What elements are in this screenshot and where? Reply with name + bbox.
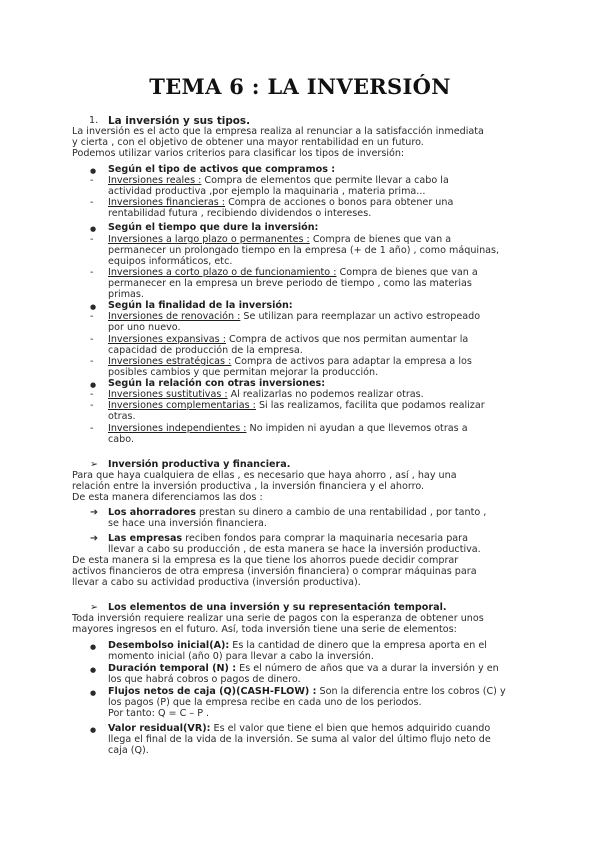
- dash-marker: -: [90, 356, 94, 367]
- term: Inversiones financieras :: [108, 197, 226, 208]
- arrowhead-icon: ➢: [90, 602, 99, 613]
- list-item: Inversiones financieras : Compra de acciones o bonos para obtener una: [108, 197, 454, 208]
- intro-line: Podemos utilizar varios criterios para clasificar los tipos de inversión:: [72, 148, 405, 159]
- list-item-cont: cabo.: [108, 434, 134, 445]
- list-item-cont: se hace una inversión financiera.: [108, 518, 267, 529]
- term: Inversiones a largo plazo o permanentes :: [108, 234, 310, 245]
- list-item: Inversiones a largo plazo o permanentes : Compra de bienes que van a: [108, 234, 452, 245]
- term: Valor residual(VR):: [108, 723, 211, 734]
- arrow-icon: ➔: [90, 533, 99, 544]
- term: Desembolso inicial(A):: [108, 640, 230, 651]
- bullet-icon: ●: [90, 167, 97, 175]
- list-item-cont: rentabilidad futura , recibiendo dividendos o intereses.: [108, 208, 372, 219]
- intro-line: mayores ingresos en el futuro. Así, toda inversión tiene una serie de elementos:: [72, 624, 457, 635]
- dash-marker: -: [90, 389, 94, 400]
- list-item-cont: llega el final de la vida de la inversión. Se suma al valor del último flujo neto de: [108, 734, 491, 745]
- list-item-cont: actividad productiva ,por ejemplo la maquinaria , materia prima...: [108, 186, 426, 197]
- dash-marker: -: [90, 311, 94, 322]
- list-item: Las empresas reciben fondos para comprar la maquinaria necesaria para: [108, 533, 468, 544]
- list-item: Inversiones reales : Compra de elementos que permite llevar a cabo la: [108, 175, 449, 186]
- page-title: TEMA 6 : LA INVERSIÓN: [149, 74, 451, 99]
- dash-marker: -: [90, 267, 94, 278]
- term: Inversiones independientes :: [108, 423, 247, 434]
- paragraph-line: llevar a cabo su actividad productiva (inversión productiva).: [72, 577, 361, 588]
- criterion-title: Según el tipo de activos que compramos :: [108, 164, 336, 175]
- dash-marker: -: [90, 175, 94, 186]
- term: Inversiones estratégicas :: [108, 356, 232, 367]
- intro-line: La inversión es el acto que la empresa realiza al renunciar a la satisfacción inmediata: [72, 126, 484, 137]
- bullet-icon: ●: [90, 643, 97, 651]
- list-item-cont: caja (Q).: [108, 745, 149, 756]
- bullet-icon: ●: [90, 726, 97, 734]
- list-item-cont: capacidad de producción de la empresa.: [108, 345, 303, 356]
- section-heading-1: La inversión y sus tipos.: [108, 115, 251, 127]
- term: Inversiones a corto plazo o de funcionamiento :: [108, 267, 337, 278]
- term: Flujos netos de caja (Q)(CASH-FLOW) :: [108, 686, 317, 697]
- intro-line: relación entre la inversión productiva , la inversión financiera y el ahorro.: [72, 481, 425, 492]
- list-item: Los ahorradores prestan su dinero a cambio de una rentabilidad , por tanto ,: [108, 507, 487, 518]
- bullet-icon: ●: [90, 303, 97, 311]
- term: Inversiones reales :: [108, 175, 202, 186]
- section-heading-3: Los elementos de una inversión y su representación temporal.: [108, 602, 447, 613]
- list-item: Inversiones estratégicas : Compra de activos para adaptar la empresa a los: [108, 356, 472, 367]
- intro-line: y cierta , con el objetivo de obtener una mayor rentabilidad en un futuro.: [72, 137, 424, 148]
- term: Inversiones sustitutivas :: [108, 389, 228, 400]
- list-item-cont: Por tanto: Q = C – P .: [108, 708, 210, 719]
- list-item: Inversiones complementarias : Si las realizamos, facilita que podamos realizar: [108, 400, 485, 411]
- list-item-cont: primas.: [108, 289, 144, 300]
- paragraph-line: De esta manera si la empresa es la que tiene los ahorros puede decidir comprar: [72, 555, 459, 566]
- paragraph-line: activos financieros de otra empresa (inversión financiera) o comprar máquinas para: [72, 566, 477, 577]
- dash-marker: -: [90, 400, 94, 411]
- term: Los ahorradores: [108, 507, 196, 518]
- list-item: Valor residual(VR): Es el valor que tiene el bien que hemos adquirido cuando: [108, 723, 491, 734]
- criterion-title: Según el tiempo que dure la inversión:: [108, 222, 319, 233]
- intro-line: De esta manera diferenciamos las dos :: [72, 492, 263, 503]
- intro-line: Toda inversión requiere realizar una serie de pagos con la esperanza de obtener unos: [72, 613, 484, 624]
- dash-marker: -: [90, 423, 94, 434]
- bullet-icon: ●: [90, 381, 97, 389]
- term: Inversiones de renovación :: [108, 311, 241, 322]
- term: Las empresas: [108, 533, 183, 544]
- section-heading-2: Inversión productiva y financiera.: [108, 459, 291, 470]
- list-item-cont: posibles cambios y que permitan mejorar la producción.: [108, 367, 379, 378]
- list-item-cont: los pagos (P) que la empresa recibe en cada uno de los periodos.: [108, 697, 422, 708]
- list-item-cont: otras.: [108, 411, 136, 422]
- criterion-title: Según la finalidad de la inversión:: [108, 300, 293, 311]
- list-item: Inversiones a corto plazo o de funcionamiento : Compra de bienes que van a: [108, 267, 478, 278]
- bullet-icon: ●: [90, 689, 97, 697]
- list-item: Inversiones sustitutivas : Al realizarlas no podemos realizar otras.: [108, 389, 424, 400]
- arrowhead-icon: ➢: [90, 459, 99, 470]
- list-item-cont: por uno nuevo.: [108, 322, 181, 333]
- list-item-cont: equipos informáticos, etc.: [108, 256, 233, 267]
- list-item-cont: permanecer un prolongado tiempo en la empresa (+ de 1 año) , como máquinas,: [108, 245, 500, 256]
- list-item-cont: permanecer en la empresa un breve periodo de tiempo , como las materias: [108, 278, 472, 289]
- list-item: Duración temporal (N) : Es el número de años que va a durar la inversión y en: [108, 663, 499, 674]
- criterion-title: Según la relación con otras inversiones:: [108, 378, 326, 389]
- term: Inversiones expansivas :: [108, 334, 226, 345]
- term: Inversiones complementarias :: [108, 400, 256, 411]
- arrow-icon: ➔: [90, 507, 99, 518]
- bullet-icon: ●: [90, 666, 97, 674]
- list-item-cont: los que habrá cobros o pagos de dinero.: [108, 674, 301, 685]
- bullet-icon: ●: [90, 225, 97, 233]
- list-item: Inversiones de renovación : Se utilizan para reemplazar un activo estropeado: [108, 311, 481, 322]
- section-number: 1.: [89, 115, 99, 126]
- list-item: Inversiones expansivas : Compra de activos que nos permitan aumentar la: [108, 334, 469, 345]
- term: Duración temporal (N) :: [108, 663, 237, 674]
- dash-marker: -: [90, 334, 94, 345]
- dash-marker: -: [90, 234, 94, 245]
- intro-line: Para que haya cualquiera de ellas , es necesario que haya ahorro , así , hay una: [72, 470, 457, 481]
- dash-marker: -: [90, 197, 94, 208]
- list-item-cont: llevar a cabo su producción , de esta manera se hace la inversión productiva.: [108, 544, 481, 555]
- list-item: Inversiones independientes : No impiden ni ayudan a que llevemos otras a: [108, 423, 468, 434]
- list-item-cont: momento inicial (año 0) para llevar a cabo la inversión.: [108, 651, 374, 662]
- list-item: Desembolso inicial(A): Es la cantidad de dinero que la empresa aporta en el: [108, 640, 487, 651]
- list-item: Flujos netos de caja (Q)(CASH-FLOW) : Son la diferencia entre los cobros (C) y: [108, 686, 506, 697]
